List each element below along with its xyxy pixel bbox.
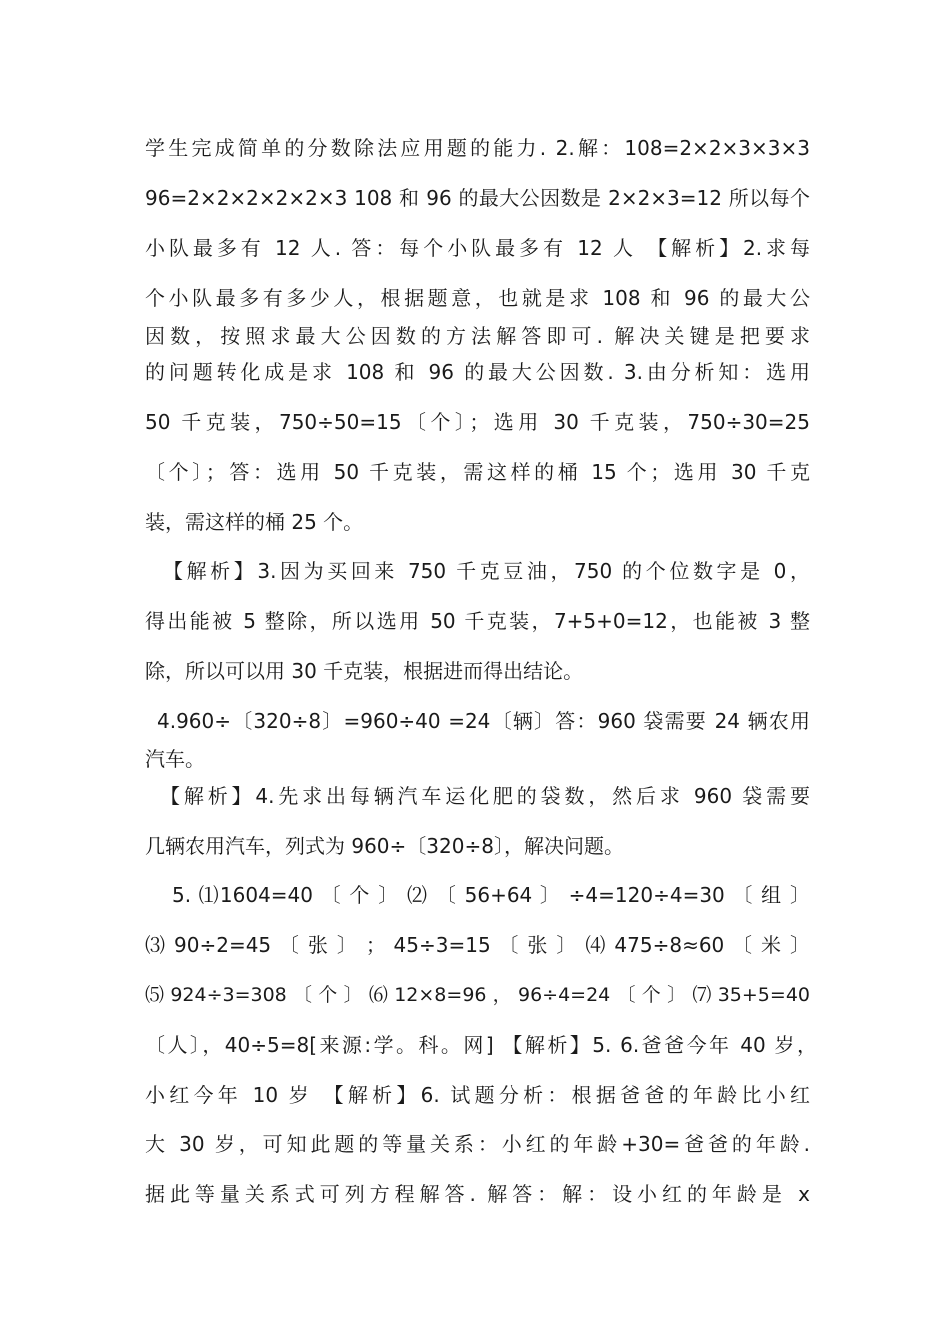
text-line: 50 千克装，750÷50=15〔个〕；选用 30 千克装，750÷30=25 — [145, 410, 810, 434]
text-line: 96=2×2×2×2×2×3 108 和 96 的最大公因数是 2×2×3=12 所以每个 — [145, 186, 810, 210]
text-line: 除，所以可以用 30 千克装，根据进而得出结论。 — [145, 659, 584, 683]
text-line: 〔人〕，40÷5=8[来源:学。科。网] 【解析】5. 6.爸爸今年 40 岁， — [145, 1033, 817, 1057]
text-line: 得出能被 5 整除，所以选用 50 千克装，7+5+0=12，也能被 3 整 — [145, 609, 810, 633]
text-line: 小红今年 10 岁 【解析】6. 试题分析：根据爸爸的年龄比小红 — [145, 1083, 810, 1107]
text-line: 5. ⑴1604=40 〔 个 〕 ⑵ 〔 56+64 〕 ÷4=120÷4=30 〔 组 〕 — [172, 883, 810, 907]
text-line: 【解析】3.因为买回来 750 千克豆油，750 的个位数字是 0， — [163, 559, 810, 583]
text-line: 的问题转化成是求 108 和 96 的最大公因数. 3.由分析知：选用 — [145, 360, 810, 384]
text-line: 几辆农用汽车，列式为 960÷〔320÷8〕，解决问题。 — [145, 834, 624, 858]
text-line: 大 30 岁，可知此题的等量关系：小红的年龄+30=爸爸的年龄. — [145, 1132, 810, 1156]
text-line: 学生完成简单的分数除法应用题的能力. 2.解：108=2×2×3×3×3 — [145, 136, 810, 160]
text-line: 据此等量关系式可列方程解答. 解答：解：设小红的年龄是 x — [145, 1182, 810, 1206]
text-line: 汽车。 — [145, 747, 205, 771]
text-line: 4.960÷〔320÷8〕=960÷40 =24〔辆〕答：960 袋需要 24 辆农用 — [157, 709, 810, 733]
text-line: 【解析】4.先求出每辆汽车运化肥的袋数，然后求 960 袋需要 — [160, 784, 810, 808]
text-line: 小队最多有 12 人. 答：每个小队最多有 12 人 【解析】2.求每 — [145, 236, 810, 260]
text-line: 装，需这样的桶 25 个。 — [145, 510, 364, 534]
text-line: ⑸ 924÷3=308 〔 个 〕 ⑹ 12×8=96 ， 96÷4=24 〔 个 〕 ⑺ 35+5=40 — [145, 984, 810, 1006]
text-line: 因数，按照求最大公因数的方法解答即可. 解决关键是把要求 — [145, 324, 810, 348]
text-line: 个小队最多有多少人，根据题意，也就是求 108 和 96 的最大公 — [145, 286, 810, 310]
text-line: 〔个〕；答：选用 50 千克装，需这样的桶 15 个；选用 30 千克 — [145, 460, 810, 484]
text-line: ⑶ 90÷2=45 〔 张 〕 ； 45÷3=15 〔 张 〕 ⑷ 475÷8≈60 〔 米 〕 — [145, 933, 810, 957]
